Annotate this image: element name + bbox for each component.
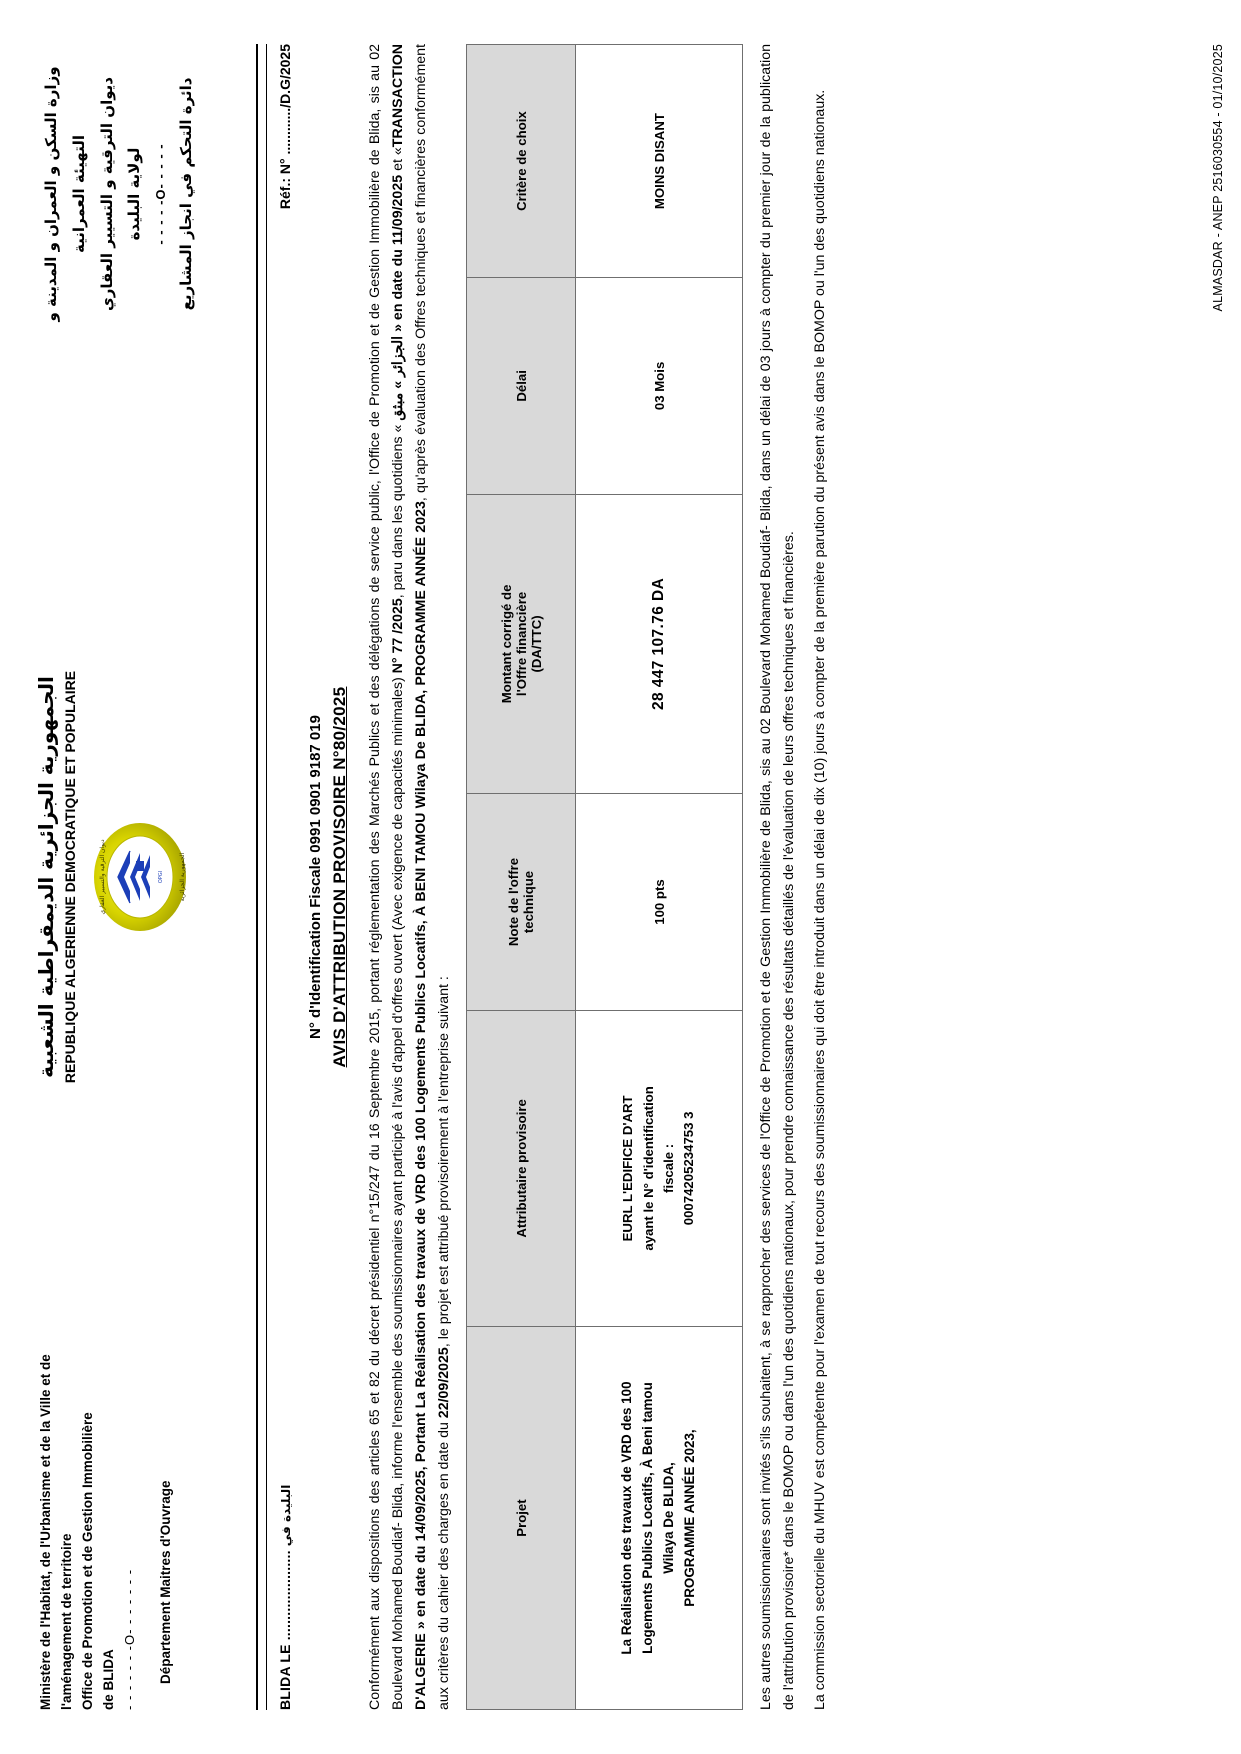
department-label: Département Maitres d'Ouvrage	[157, 1480, 173, 1684]
footer-paragraph-2: La commission sectorielle du MHUV est compétente pour l'examen de tout recours des soumissionnaires qui doit être introduit dans un délai de dix (10) jours à compter de la première parution du présent avis dans le BOMOP ou l'un des quotidiens nationaux.	[812, 89, 828, 1710]
intro-paragraph-part-8: 22/09/2025	[436, 1347, 452, 1419]
ministry-ar-line-2: ديوان الترقية و التسيير العقاري	[97, 77, 116, 311]
cell-projet-line-3: Wilaya De BLIDA,	[661, 1462, 676, 1574]
col-header-projet-line-1: Projet	[513, 1499, 529, 1537]
ministry-line-2: Office de Promotion et de Gestion Immobilière	[79, 1412, 95, 1710]
col-header-note	[467, 794, 576, 1010]
cell-critere-choix: MOINS DISANT	[576, 45, 743, 278]
intro-paragraph-part-0: Conformément aux dispositions des articles 65 et 82 du décret présidentiel n°15/247 du 16 Septembre 2015, portant réglementation des Marchés Publics et des délégations de service public, l'Office de Promotion et de Gestion Immobilière de Blida, sis au 02 Boulevard Mohamed Boudiaf- Blida, informe l'ensemble des soumissionnaires ayant participé à l'avis d'appel d'offres ouvert (Avec exigence de capacités minimales)	[367, 44, 406, 1710]
ministry-line-1: Ministère de l'Habitat, de l'Urbanisme et de la Ville et de l'aménagement de territoire	[38, 1354, 74, 1710]
svg-text:OPGI: OPGI	[158, 870, 164, 884]
table-row	[576, 45, 743, 1710]
col-header-montant-line-2: l'Offre financière	[513, 591, 529, 697]
intro-paragraph-part-9: , le projet est attribué provisoirement à l'entreprise suivant :	[436, 976, 452, 1348]
col-header-delai	[467, 278, 576, 494]
table-header-row	[467, 45, 576, 1710]
header-divider-thin	[266, 44, 267, 1710]
ministry-ar-line-4: دائرة التحكم في انجاز المشاريع	[177, 77, 196, 311]
cell-delai: 03 Mois	[576, 278, 743, 494]
col-header-note-line-1: Note de l'offre	[506, 857, 521, 947]
cell-projet-line-1: La Réalisation des travaux de VRD des 100	[619, 1381, 635, 1655]
cell-attributaire-line-1: EURL L'EDIFICE D'ART	[620, 1095, 636, 1242]
intro-paragraph-part-1: N° 77 /2025	[390, 598, 406, 674]
ministry-ar-line-1: وزارة السكن و العمران و المدينة و التهيئة العمرانية	[42, 66, 88, 322]
col-header-projet	[467, 1327, 576, 1710]
cell-attributaire-line-3: fiscale :	[661, 1143, 676, 1193]
document-header	[34, 44, 252, 1710]
notice-title: AVIS D'ATTRIBUTION PROVISOIRE N°80/2025	[330, 686, 349, 1068]
cell-projet-line-4: PROGRAMME ANNÉE 2023,	[681, 1429, 697, 1607]
footer-paragraph-1: Les autres soumissionnaires sont invités s'ils souhaitent, à se rapprocher des services de l'Office de Promotion et de Gestion Immobilière de Blida, sis au 02 Boulevard Mohamed Boudiaf- Blida, dans un délai de 03 jours à compter du premier jour de la publication de l'attribution provisoire* dans le BOMOP ou dans l'un des quotidiens nationaux, pour prendre connaissance des résultats détaillés de l'évaluation de leurs offres techniques et financières.	[758, 44, 797, 1710]
ministry-block-fr	[36, 1280, 177, 1710]
intro-paragraph-part-5: et «	[390, 147, 406, 175]
cell-attributaire-line-4: 00074205234753 3	[681, 1111, 697, 1226]
reference-row	[277, 44, 293, 1710]
national-title-block	[34, 642, 196, 1112]
col-header-montant	[467, 494, 576, 794]
svg-text:الجمهورية الجزائرية: الجمهورية الجزائرية	[179, 852, 186, 902]
col-header-delai-line-1: Délai	[513, 370, 529, 402]
intro-paragraph-part-4: » en date du 11/09/2025	[390, 174, 406, 336]
col-header-attributaire-line-1: Attributaire provisoire	[513, 1099, 529, 1238]
ministry-block-ar	[38, 44, 201, 344]
intro-paragraph-part-2: , paru dans les quotidiens «	[390, 420, 406, 599]
intro-paragraph-part-7: , qu'après évaluation des Offres techniques et financières conformément aux critères du cahier des charges en date du	[413, 44, 452, 1710]
republic-title-ar: الجمهورية الجزائرية الديمقراطية الشعبية	[34, 676, 58, 1078]
opgi-emblem-logo	[84, 821, 196, 933]
fiscal-identification-number: N° d'Identification Fiscale 0991 0901 9187 019	[307, 715, 324, 1039]
cell-attributaire	[576, 1010, 743, 1326]
header-divider-thick	[256, 44, 258, 1710]
col-header-note-line-2: technique	[521, 870, 536, 934]
col-header-montant-line-3: (DA/TTC)	[528, 615, 544, 673]
city-ar-text: البليدة في	[279, 1484, 293, 1547]
cell-montant-corrige: 28 447 107.76 DA	[576, 494, 743, 794]
cell-note-technique: 100 pts	[576, 794, 743, 1010]
reference-number: Réf.: N° ............/D.G/2025	[277, 44, 293, 210]
ministry-line-3: de BLIDA	[100, 1649, 116, 1710]
cell-attributaire-line-2: ayant le N° d'identification	[640, 1086, 656, 1251]
ministry-ar-separator-dashes: - - - - -O- - - - -	[153, 143, 168, 245]
republic-title-fr: REPUBLIQUE ALGERIENNE DEMOCRATIQUE ET POPULAIRE	[62, 670, 78, 1084]
ministry-ar-line-3: لولاية البليدة	[125, 147, 144, 241]
city-date-label	[277, 1485, 293, 1710]
cell-projet	[576, 1327, 743, 1710]
intro-paragraph-part-6: TRANSACTION D'ALGERIE » en date du 14/09/2025, Portant La Réalisation des travaux de VRD des 100 Logements Publics Locatifs, À BENI TAMOU Wilaya De BLIDA, PROGRAMME ANNÉE 2023	[390, 43, 429, 1710]
cell-projet-line-2: Logements Publics Locatifs, À Beni tamou	[640, 1382, 656, 1654]
svg-text:ديوان الترقية والتسيير العقاري: ديوان الترقية والتسيير العقاري	[99, 839, 106, 915]
anep-reference: ALMASDAR - ANEP 2516030554 - 01/10/2025	[1211, 44, 1225, 312]
table-body	[576, 45, 743, 1710]
intro-paragraph-part-3: الجزائر » مبثق	[390, 335, 406, 421]
col-header-critere-line-1: Critère de choix	[513, 111, 529, 211]
city-date-text: BLIDA LE ......................	[277, 1550, 293, 1710]
col-header-critere	[467, 45, 576, 278]
col-header-montant-line-1: Montant corrigé de	[498, 584, 514, 704]
col-header-attributaire	[467, 1010, 576, 1326]
ministry-separator-dashes: - - - - - - -O- - - - - - -	[121, 1568, 137, 1710]
award-table	[466, 44, 743, 1710]
intro-paragraph	[364, 44, 456, 1710]
